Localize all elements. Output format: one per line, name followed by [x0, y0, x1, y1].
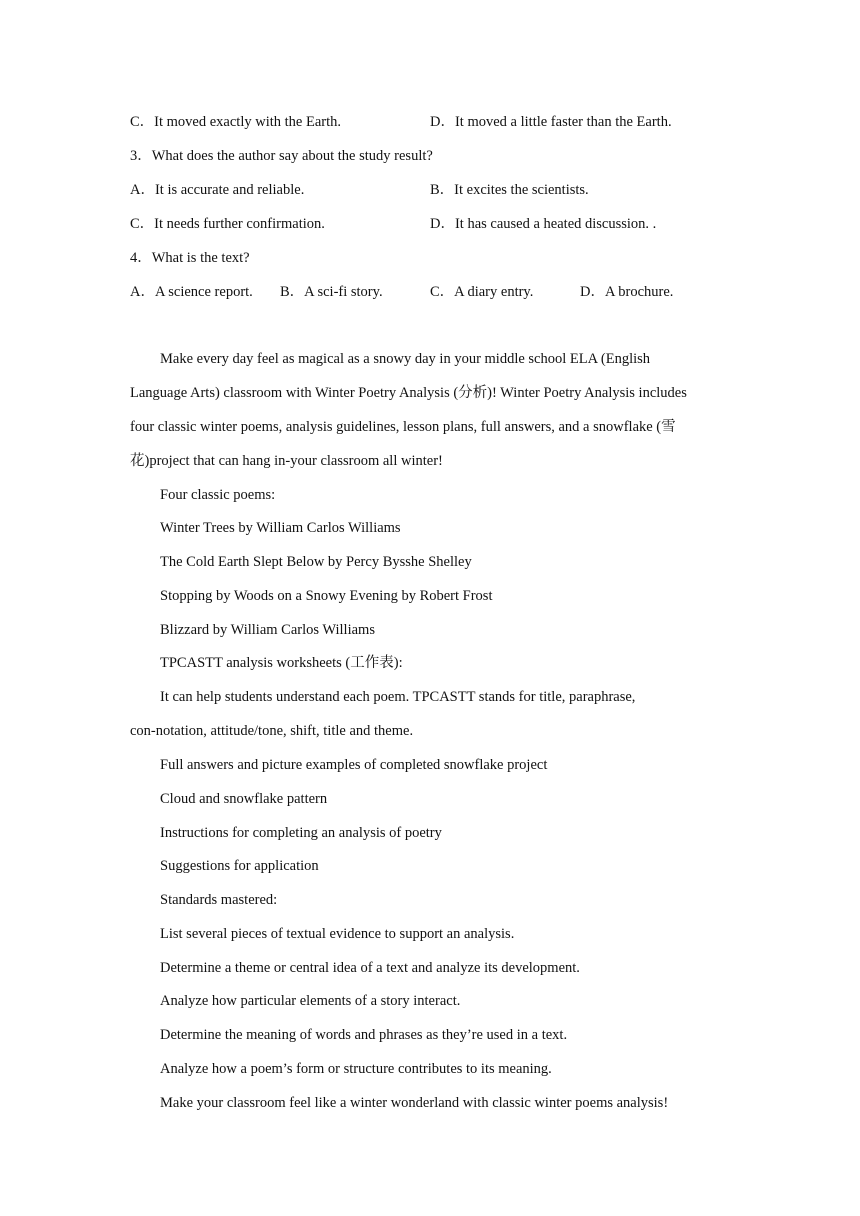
resource-item: Suggestions for application: [160, 858, 319, 874]
option-d: D．A brochure.: [580, 284, 674, 300]
intro-line: 花)project that can hang in-your classroom all winter!: [130, 453, 443, 469]
poem-item: Blizzard by William Carlos Williams: [160, 622, 375, 638]
question-3-options-row-1: [130, 181, 589, 199]
question-3-options-row-2: [130, 215, 657, 233]
option-c: C．It moved exactly with the Earth.: [130, 114, 342, 130]
poem-item: Stopping by Woods on a Snowy Evening by Robert Frost: [160, 588, 493, 604]
worksheets-line: con-notation, attitude/tone, shift, title and theme.: [130, 723, 414, 739]
intro-line: Make every day feel as magical as a snowy day in your middle school ELA (English: [160, 351, 651, 367]
poems-heading: Four classic poems:: [160, 487, 276, 503]
resource-item: Full answers and picture examples of completed snowflake project: [160, 757, 548, 773]
standards-heading: Standards mastered:: [160, 892, 278, 908]
standard-item: List several pieces of textual evidence to support an analysis.: [160, 926, 515, 942]
option-c: C．A diary entry.: [430, 284, 534, 300]
worksheets-line: It can help students understand each poem. TPCASTT stands for title, paraphrase,: [160, 689, 636, 705]
standard-item: Analyze how a poem’s form or structure contributes to its meaning.: [160, 1061, 552, 1077]
standard-item: Determine the meaning of words and phrases as they’re used in a text.: [160, 1027, 568, 1043]
option-b: B．A sci-fi story.: [280, 284, 383, 300]
poem-item: The Cold Earth Slept Below by Percy Bysshe Shelley: [160, 554, 472, 570]
option-a: A．A science report.: [130, 284, 253, 300]
resource-item: Cloud and snowflake pattern: [160, 791, 328, 807]
standard-item: Analyze how particular elements of a story interact.: [160, 993, 461, 1009]
intro-line: four classic winter poems, analysis guidelines, lesson plans, full answers, and a snowflake (雪: [130, 419, 676, 435]
closing-line: Make your classroom feel like a winter wonderland with classic winter poems analysis!: [160, 1095, 669, 1111]
option-b: B．It excites the scientists.: [430, 182, 589, 198]
option-d: D．It moved a little faster than the Earth.: [430, 114, 672, 130]
option-c: C．It needs further confirmation.: [130, 216, 325, 232]
standard-item: Determine a theme or central idea of a text and analyze its development.: [160, 960, 580, 976]
option-d: D．It has caused a heated discussion. .: [430, 216, 657, 232]
question-3-stem: 3．What does the author say about the study result?: [130, 148, 433, 164]
resource-item: Instructions for completing an analysis of poetry: [160, 825, 442, 841]
option-a: A．It is accurate and reliable.: [130, 182, 305, 198]
question-4-stem: 4．What is the text?: [130, 250, 250, 266]
question-2-options-row: [130, 113, 672, 131]
poem-item: Winter Trees by William Carlos Williams: [160, 520, 401, 536]
intro-line: Language Arts) classroom with Winter Poetry Analysis (分析)! Winter Poetry Analysis includes: [130, 385, 687, 401]
worksheets-heading: TPCASTT analysis worksheets (工作表):: [160, 655, 403, 671]
